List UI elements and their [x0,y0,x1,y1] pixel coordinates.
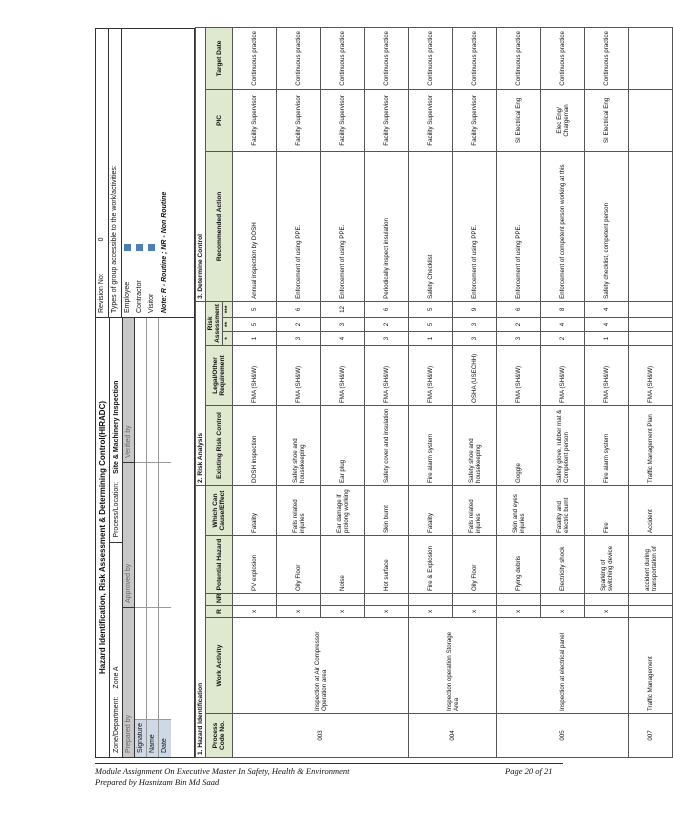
legal-cell: OSHA (USECHH) [453,345,497,405]
date-cell-1[interactable] [159,607,171,719]
routine-cell: x [321,606,365,618]
approved-by-label: Approved by [123,462,134,607]
non-routine-cell [365,594,409,606]
hiradc-form [95,28,658,758]
effect-cell: Accident [629,485,673,535]
table-row [409,27,453,757]
pic-cell: Facility Supervisor [277,89,321,151]
risk-rating-cell: 6 [365,301,409,317]
effect-cell: Skin and eyes injuries [497,485,541,535]
recommended-action-cell: Safety checklist, competent person [585,151,629,301]
routine-cell: x [277,606,321,618]
prepared-by-label: Prepared by [123,607,134,757]
date-row [159,318,171,757]
signature-cell-3[interactable] [135,318,146,462]
existing-control-cell: Safety glove, rubber mat & Competent person [541,405,585,485]
col-likelihood: * [223,331,233,345]
hiradc-table [195,27,673,758]
severity-cell: 5 [409,317,453,331]
process-location-label: Process/Location: [110,478,122,543]
name-cell-2[interactable] [147,462,158,607]
verified-by-label: Verified by [123,318,134,462]
legal-cell: FMA (SH&W) [365,345,409,405]
pic-cell: Facility Supervisor [453,89,497,151]
potential-hazard-cell: Hot surface [365,536,409,594]
zone-row [110,318,123,757]
rotated-form-area [95,28,658,758]
likelihood-cell: 3 [497,331,541,345]
existing-control-cell: Safety shoe and housekeeping [453,405,497,485]
pic-cell: Elec Eng/ Chargeman [541,89,585,151]
target-date-cell: Continuous practice [277,27,321,89]
contractor-checkbox-icon[interactable] [136,244,143,251]
zone-label: Zone/Department: [113,696,120,753]
likelihood-cell: 3 [453,331,497,345]
legal-cell: FMA (SH&W) [321,345,365,405]
potential-hazard-cell: Noise [321,536,365,594]
routine-note: Note: R - Routine ; NR - Non Routine [161,191,168,313]
non-routine-cell [321,594,365,606]
risk-rating-cell: 4 [585,301,629,317]
effect-cell: Ear damage if prolong working [321,485,365,535]
header-left [96,317,194,757]
routine-cell: x [541,606,585,618]
likelihood-cell: 4 [321,331,365,345]
name-label: Name [147,719,158,757]
potential-hazard-cell: Oily Floor [277,536,321,594]
severity-cell: 3 [453,317,497,331]
recommended-action-cell: Enforcement of using PPE. [497,151,541,301]
recommended-action-cell: Enforcement of using PPE. [453,151,497,301]
likelihood-cell [629,331,673,345]
target-date-cell: Continuous practice [321,27,365,89]
table-row [497,27,541,757]
routine-cell: x [409,606,453,618]
col-existing-control: Existing Risk Control [206,405,233,485]
date-cell-2[interactable] [159,462,171,607]
severity-cell: 2 [365,317,409,331]
effect-cell: Fatality [233,485,277,535]
col-nr: NR [206,594,233,606]
signature-cell-1[interactable] [135,607,146,719]
pic-cell: Facility Supervisor [365,89,409,151]
target-date-cell: Continuous practice [541,27,585,89]
recommended-action-cell: Annual inspection by DOSH [233,151,277,301]
name-cell-3[interactable] [147,318,158,462]
non-routine-cell [409,594,453,606]
existing-control-cell: DOSH inspection [233,405,277,485]
likelihood-cell: 1 [233,331,277,345]
effect-cell: Fatality [409,485,453,535]
likelihood-cell: 1 [409,331,453,345]
pic-cell: Facility Supervisor [321,89,365,151]
target-date-cell [629,27,673,89]
recommended-action-cell: Periodically inspect insulation [365,151,409,301]
non-routine-cell [453,594,497,606]
form-header [95,28,195,758]
likelihood-cell: 2 [541,331,585,345]
routine-cell: x [365,606,409,618]
col-recommended-action: Recommended Action [206,151,233,301]
section-header-row [196,27,206,757]
work-activity-cell: Traffic Management [629,618,673,714]
process-location-value: Site & Machinery Inspection [113,380,120,474]
types-label: Types of group accessible to the work/activities: [109,29,122,317]
section-risk-analysis: 2. Risk Analysis [196,301,206,485]
col-potential-hazard: Potential Hazard [206,536,233,594]
approval-row [123,318,135,757]
footer-page-number: Page 20 of 21 [505,766,553,776]
target-date-cell: Continuous practice [453,27,497,89]
effect-cell: Falls related injuries [277,485,321,535]
severity-cell: 2 [277,317,321,331]
type-contractor-label: Contractor [136,280,143,313]
severity-cell: 5 [233,317,277,331]
risk-rating-cell: 9 [453,301,497,317]
target-date-cell: Continuous practice [233,27,277,89]
footer-prepared-by: Prepared by Hasnizam Bin Md Saad [95,777,220,787]
legal-cell: FMA (SH&W) [497,345,541,405]
pic-cell: Facility Supervisor [409,89,453,151]
process-code-cell: 004 [409,714,497,758]
header-right [96,29,194,317]
revision-value: 0 [98,237,105,242]
routine-cell: x [585,606,629,618]
risk-rating-cell [629,301,673,317]
work-activity-cell: Inspection operation Storage Area [409,618,497,714]
legal-cell: FMA (SH&W) [629,345,673,405]
risk-rating-cell: 5 [233,301,277,317]
recommended-action-cell: Safety Checklist [409,151,453,301]
date-label: Date [159,719,171,757]
recommended-action-cell: Enforcement of using PPE. [277,151,321,301]
process-code-cell: 005 [497,714,629,758]
pic-cell: Facility Supervisor [233,89,277,151]
revision-label: Revision No: [98,273,105,313]
routine-cell: x [453,606,497,618]
non-routine-cell [629,594,673,606]
type-visitor-label: Visitor [148,293,155,313]
routine-cell [629,606,673,618]
risk-rating-cell: 12 [321,301,365,317]
footer-module: Module Assignment On Executive Master In Safety, Health & Environment [95,766,350,776]
type-employee [122,29,134,317]
zone-value: Zone A [113,666,120,689]
col-severity: ** [223,317,233,331]
section-hazard-identification: 1. Hazard Identification [196,485,206,757]
col-pic: PIC [206,89,233,151]
col-legal: Legal/Other Requirement [206,345,233,405]
legal-cell: FMA (SH&W) [409,345,453,405]
section-determine-control: 3. Determine Control [196,27,206,301]
legal-cell: FMA (SH&W) [585,345,629,405]
date-cell-3[interactable] [159,318,171,462]
effect-cell: Fatality and electric burnt [541,485,585,535]
risk-rating-cell: 6 [277,301,321,317]
likelihood-cell: 1 [585,331,629,345]
routine-cell: x [497,606,541,618]
severity-cell: 3 [321,317,365,331]
risk-rating-cell: 8 [541,301,585,317]
signature-cell-2[interactable] [135,462,146,607]
non-routine-cell [585,594,629,606]
name-row [147,318,159,757]
col-work-activity: Work Activity [206,618,233,714]
potential-hazard-cell: Electricity shock [541,536,585,594]
non-routine-cell [277,594,321,606]
recommended-action-cell: Enforcement of using PPE. [321,151,365,301]
severity-cell: 2 [497,317,541,331]
potential-hazard-cell: accident during transportation of [629,536,673,594]
legal-cell: FMA (SH&W) [541,345,585,405]
severity-cell [629,317,673,331]
work-activity-cell: Inspection at electrical panel [497,618,629,714]
potential-hazard-cell: Fire & Explosion [409,536,453,594]
existing-control-cell: Safety shoe and housekeeping [277,405,321,485]
potential-hazard-cell: Sparking of switching device [585,536,629,594]
page-footer [95,763,563,787]
col-which-can-cause: Which Can Cause/Effect [206,485,233,535]
type-employee-label: Employee [124,281,131,313]
potential-hazard-cell: PV explosion [233,536,277,594]
effect-cell: Skin burnt [365,485,409,535]
existing-control-cell: Goggle [497,405,541,485]
non-routine-cell [233,594,277,606]
target-date-cell: Continuous practice [409,27,453,89]
work-activity-cell: Inspection at Air Compressor Operation area [233,618,409,714]
recommended-action-cell [629,151,673,301]
target-date-cell: Continuous practice [497,27,541,89]
non-routine-cell [541,594,585,606]
target-date-cell: Continuous practice [365,27,409,89]
col-target-date: Target Date [206,27,233,89]
recommended-action-cell: Enforcement of competent person working at this [541,151,585,301]
name-cell-1[interactable] [147,607,158,719]
effect-cell: Fire [585,485,629,535]
effect-cell: Falls related injuries [453,485,497,535]
process-code-cell: 003 [233,714,409,758]
type-contractor [134,29,146,317]
form-title: Hazard Identification, Risk Assessment & Determining Control(HIRADC) [96,318,110,757]
legal-cell: FMA (SH&W) [277,345,321,405]
existing-control-cell: Fire alarm system [409,405,453,485]
pic-cell: SI Electrical Eng [585,89,629,151]
severity-cell: 4 [541,317,585,331]
routine-cell: x [233,606,277,618]
col-process-code: Process Code No. [206,714,233,758]
table-row [629,27,673,757]
potential-hazard-cell: Oily Floor [453,536,497,594]
col-r: R [206,606,233,618]
process-code-cell: 007 [629,714,673,758]
legal-cell: FMA (SH&W) [233,345,277,405]
non-routine-cell [497,594,541,606]
severity-cell: 4 [585,317,629,331]
existing-control-cell: Safety cover and insulation [365,405,409,485]
pic-cell: SI Electrical Eng [497,89,541,151]
existing-control-cell: Ear plug [321,405,365,485]
employee-checkbox-icon[interactable] [124,244,131,251]
signature-row [135,318,147,757]
likelihood-cell: 3 [277,331,321,345]
target-date-cell: Continuous practice [585,27,629,89]
visitor-checkbox-icon[interactable] [148,244,155,251]
pic-cell [629,89,673,151]
existing-control-cell: Traffic Management Plan [629,405,673,485]
existing-control-cell: Fire alarm system [585,405,629,485]
potential-hazard-cell: Flying debris [497,536,541,594]
risk-rating-cell: 6 [497,301,541,317]
col-risk-rating: *** [223,301,233,317]
table-row [233,27,277,757]
likelihood-cell: 3 [365,331,409,345]
revision-row [96,29,109,317]
col-risk-assessment: Risk Assessment [206,301,223,345]
table-body [233,27,673,757]
signature-label: Signature [135,719,146,757]
risk-rating-cell: 5 [409,301,453,317]
column-header-row [206,27,223,757]
type-visitor [146,29,158,317]
